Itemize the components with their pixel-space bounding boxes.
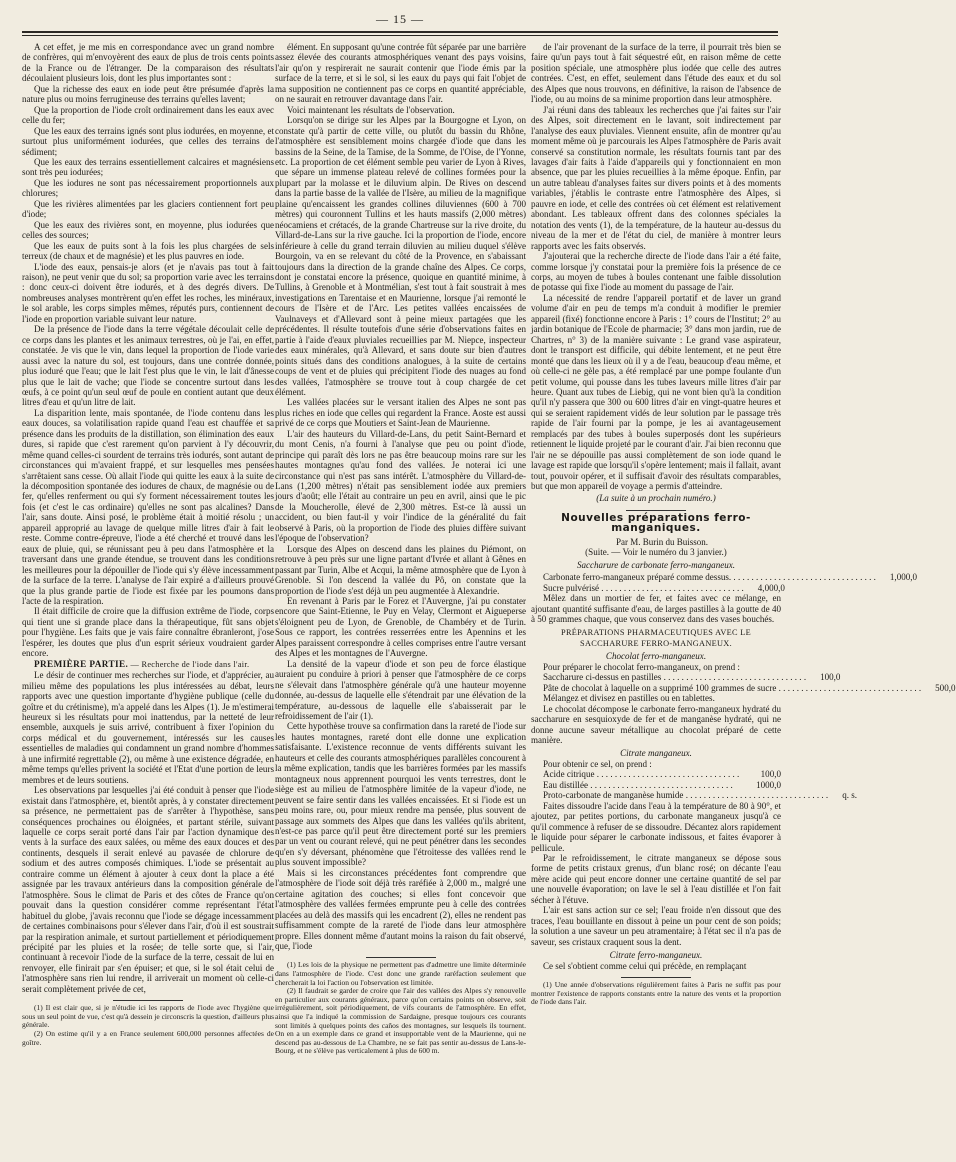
paragraph: Cette hypothèse trouve sa confirmation dans la rareté de l'iode sur les hautes montagnes, rareté dont elle donne une explication satisfaisante. L'existence reconnue de vents différents suivant les hauteurs et celle des courants atmosphériques parallèles concourent à la même explication, tandis que les barrières formées par les massifs montagneux nous apprennent pourquoi les vents terrestres, dont le siège est au milieu de l'atmosphère limitée de la vapeur d'iode, ne peuvent se faire sentir dans les vallées encaissées. Et si l'iode est un peu moins rare, ou, pour mieux rendre ma pensée, plus souvent de passage aux sommets des Alpes que dans les vallées qu'ils abritent, n'est-ce pas parce qu'il peut être directement porté sur les premiers par un vent ou courant relevé, qui ne peut pénétrer dans les secondes qu'en s'y déversant, phénomène que l'étroitesse des vallées rend le plus souvent impossible? <box>275 721 526 868</box>
recipe-quantity: 100,0 <box>820 672 841 683</box>
paragraph: Voici maintenant les résultats de l'observation. <box>287 104 455 115</box>
col3-footnotes <box>531 981 781 1007</box>
paragraph: J'ajouterai que la recherche directe de l'iode dans l'air a été faite, comme lorsque j'y constatai pour la première fois la présence de ce corps, au moyen de tubes à boules contenant une faible dissolution de potasse qui fixe l'iode au moment du passage de l'air. <box>531 251 781 293</box>
recipe-ingredient: Proto-carbonate de manganèse humide . . . <box>531 790 828 800</box>
footnote: (2) On estime qu'il y a en France seulement 600,000 personnes affectées de goître. <box>22 1029 274 1047</box>
recipe-quantity: 1,000,0 <box>889 572 918 583</box>
paragraph: L'iode des eaux, pensais-je alors (et je n'avais pas tout à fait raison), ne peut venir que du sol; sa proportion varie avec les terrains : donc ceux-ci doivent être iodurés, et à des degrés divers. De nombreuses analyses montrèrent qu'en effet les roches, les minéraux, le sol arable, les corps simples mêmes, réputés purs, contiennent de l'iode en proportion variable suivant leur nature. <box>22 261 274 324</box>
paragraph: Que les iodures ne sont pas nécessairement proportionnels aux chlorures; <box>22 177 274 199</box>
section-title: — Recherche de l'iode dans l'air. <box>130 659 250 669</box>
recipe-title-saccharure: Saccharure de carbonate ferro-manganeux. <box>576 559 736 570</box>
pharm-heading: PRÉPARATIONS PHARMACEUTIQUES AVEC LE SACCHARURE FERRO-MANGANEUX. <box>561 628 751 648</box>
article-header <box>531 510 781 534</box>
paragraph: Le désir de continuer mes recherches sur l'iode, et d'apprécier, au milieu même des populations les plus intéressées au débat, leurs rapports avec une question importante d'hygiène publique (celle du goître et du crétinisme), m'a appelé dans les Alpes (1). Je m'estimerai heureux si les résultats pour moi inattendus, par la netteté de leur ensemble, auxquels je suis arrivé, contribuent à fixer l'opinion du corps médical et du gouvernement, intéressés sur les causes essentielles de maladies qui condamnent un grand nombre d'hommes à une infirmité regrettable (2), ou même à une existence dégradée, en même temps qu'elles privent la société et l'Etat d'une portion de leurs membres et de leurs soutiens. <box>22 670 274 785</box>
recipe-ingredient: Pâte de chocolat à laquelle on a supprimé 100 grammes de sucre . . . <box>531 683 921 693</box>
paragraph: Lorsque des Alpes on descend dans les plaines du Piémont, on retrouve à peu près sur une ligne partant d'Ivrée et allant à Gênes en passant par Turin, Albe et Acqui, la même atmosphère que de Lyon à Grenoble. Si l'on descend la vallée du Pô, on constate que la proportion de l'iode s'est déjà un peu augmentée à Alexandrie. <box>275 543 526 596</box>
section-label: PREMIÈRE PARTIE. <box>34 658 129 669</box>
recipe-quantity: q. s. <box>842 790 858 801</box>
paragraph: Pour préparer le chocolat ferro-manganeux, on prend : <box>543 661 740 672</box>
paragraph: Pour obtenir ce sel, on prend : <box>543 758 652 769</box>
paragraph: Mélangez et divisez en pastilles ou en tablettes. <box>543 693 715 704</box>
col1-paragraphs <box>22 42 274 659</box>
recipe-row <box>531 682 956 693</box>
recipe-row <box>531 672 841 683</box>
paragraph: La nécessité de rendre l'appareil portatif et de laver un grand volume d'air en peu de temps m'a conduit à modifier le premier appareil (fixé) fonctionne encore à Paris : 1° cours de l'Institut; 2° au jardin botanique de l'Ecole de pharmacie; 3° dans mon jardin, rue de Chartres, n° 3) de la manière suivante : Le grand vase aspirateur, dont le transport est difficile, qui débite lentement, et ne peut être monté que dans les lieux où il y a de l'eau, beaucoup d'eau même, et où celle-ci ne gèle pas, a été remplacé par une pompe foulante d'un petit volume, qui pousse dans les tubes laveurs mille litres d'air par heure. Quant aux tubes de Liebig, qui ne vont bien qu'à la condition qu'il n'y passera que 300 ou 600 litres d'air en vingt-quatre heures et qui se seraient rapidement vidés de leur solution par le passage très rapide de l'air fourni par la pompe, je les ai avantageusement remplacés par des tubes à boules superposés dont les supérieurs retiennent le liquide projeté par le courant d'air. J'ai bien reconnu que l'air ne se dépouille pas aussi complètement de son iode quand le lavage est rapide que lorsqu'il s'opère lentement; mais il fallait, avant tout, pouvoir opérer, et il suffisait d'avoir des résultats comparables, but que mon appareil de voyage a permis d'atteindre. <box>531 292 781 492</box>
recipe-title-chocolat: Chocolat ferro-manganeux. <box>605 651 707 662</box>
recipe-title-citrate-ferro: Citrate ferro-manganeux. <box>609 950 703 961</box>
recipe-row <box>531 572 918 583</box>
paragraph: L'air des hauteurs du Villard-de-Lans, du petit Saint-Bernard et du mont Cenis, n'a fourni à l'analyse que peu ou point d'iode, principe qui paraît dès lors ne pas être beaucoup moins rare sur les hautes montagnes qu'au fond des vallées. Je noterai ici une circonstance qui n'est pas sans intérêt. L'atmosphère du Villard-de-Lans (1,200 mètres) n'était pas sensiblement iodée aux premiers jours d'août; elle l'était au contraire un peu en avril, ainsi que le pic de la Moucherolle, élevé de 2,300 mètres. Est-ce là aussi un accident, ou bien faut-il y voir l'indice de la généralité du fait observé à Paris, où la proportion de l'iode des pluies diffère suivant l'époque de l'observation? <box>275 428 526 544</box>
recipe-row <box>531 790 858 801</box>
recipe-quantity: 500,0 <box>935 682 956 693</box>
footnote: (1) Il est clair que, si je n'étudie ici les rapports de l'iode avec l'hygiène que sous un seul point de vue, c'est qu'à dessein je circonscris la question, d'ailleurs plus générale. <box>22 1003 274 1030</box>
footnote: (1) Les lois de la physique ne permettent pas d'admettre une limite déterminée dans l'atmosphère de l'iode. C'est donc une grande raréfaction seulement que chercherait la loi l'action ou l'observation est limitée. <box>275 960 526 987</box>
paragraph: Que les rivières alimentées par les glaciers contiennent fort peu d'iode; <box>22 198 274 220</box>
paragraph: Mêlez dans un mortier de fer, et faites avec ce mélange, en ajoutant quantité suffisante d'eau, de larges pastilles à la goutte de 40 à 50 grammes chaque, que vous conservez dans des vases bouchés. <box>531 593 781 625</box>
paragraph: Par le refroidissement, le citrate manganeux se dépose sous forme de petits cristaux grenus, d'un blanc rosé; on décante l'eau mère acide qui peut encore donner une certaine quantité de sel par une nouvelle évaporation; on lave le sel à l'eau distillée et l'on fait sécher à l'étuve. <box>531 852 781 905</box>
header-rule <box>22 31 778 33</box>
column-2 <box>275 42 526 1152</box>
paragraph: Ce sel s'obtient comme celui qui précède, en remplaçant <box>543 960 747 971</box>
paragraph: J'ai réuni dans des tableaux les recherches que j'ai faites sur l'air des Alpes, soit directement en le lavant, soit indirectement par l'analyse des eaux pluviales. Viennent ensuite, afin de montrer qu'au moment même où je parcourais les Alpes l'atmosphère de Paris avait conservé sa constitution normale, les résultats fournis tant par des lavages d'air faits à l'aide d'appareils qui y fonctionnaient en mon absence, que par les pluies recueillies à la même époque. Enfin, par un autre tableau d'analyses faites sur divers points et à des moments variables, j'établis le contraste entre l'atmosphère des Alpes, si pauvre en iode, et celle des contrées où cet élément est relativement abondant. Les tableaux offrent dans des colonnes spéciales la notation des vents (1), de la température, de la hauteur au-dessus du niveau de la mer et de l'état du ciel, de manière à montrer leurs rapports avec les faits observés. <box>531 104 781 251</box>
recipe-row <box>531 780 781 790</box>
col2-paragraphs <box>275 42 526 951</box>
footnote-rule <box>113 1000 183 1001</box>
paragraph: Lorsqu'on se dirige sur les Alpes par la Bourgogne et Lyon, on constate qu'à partir de cette ville, ou plutôt du bassin du Rhône, l'atmosphère est sensiblement moins chargée d'iode que dans les bassins de la Seine, de la Tamise, de la Somme, de l'Oise, de l'Yonne, etc. La proportion de cet élément semble peu varier de Lyon à Rives, que sépare un immense plateau relevé de collines formées pour la plupart par la molasse et le diluvium alpin. De Rives on descend dans la partie basse de la vallée de l'Isère, au milieu de la magnifique plaine qu'encaissent les grandes collines diluviennes (600 à 700 mètres) qui couronnent Tullins et les hauts massifs (2,000 mètres) néocamiens et crétacés, de la grande Chartreuse sur la rive droite, du Villard-de-Lans sur la rive gauche. Ici la proportion de l'iode, encore inférieure à celle du grand terrain diluvien au milieu duquel s'élève Bourgoin, va en se relevant du côté de la Provence, en s'abaissant toujours dans la direction de la grande chaîne des Alpes. Ce corps, dont je constatai encore la présence, quoique en quantité minime, à Tullins, à Grenoble et à Montmélian, s'est tout à fait soustrait à mes investigations en Tarentaise et en Maurienne, lorsque j'ai remonté le cours de l'Isère et de l'Arc. Les petites vallées encaissées de Vaulnaveys et d'Allevard sont à peine mieux partagées que les précédentes. Il résulte toutefois d'une série d'observations faites en partie à l'aide d'eaux pluviales recueillies par M. Niepce, inspecteur des eaux minérales, qu'à Allevard, et sans doute sur bien d'autres points situés dans des conditions analogues, à la suite de certains coups de vent et de pluies qui précipitent l'iode des nuages au fond des vallées, l'atmosphère se trouve tout à coup chargée de cet élément. <box>275 115 526 397</box>
recipe-1 <box>531 572 918 593</box>
paragraph: Que les eaux des terrains ignés sont plus iodurées, en moyenne, et surtout plus uniformément iodurées, que celles des terrains de sédiment; <box>22 125 274 157</box>
header-rule-thin <box>22 35 778 36</box>
paragraph: Les vallées placées sur le versant italien des Alpes ne sont pas plus riches en iode que celles qui regardent la France. Aoste est aussi privé de ce corps que Moutiers et Saint-Jean de Maurienne. <box>275 397 526 429</box>
paragraph: Que la proportion de l'iode croît ordinairement dans les eaux avec celle du fer; <box>22 104 274 126</box>
paragraph: Que les eaux des terrains essentiellement calcaires et magnésiens sont très peu iodurées; <box>22 156 274 178</box>
paragraph: A cet effet, je me mis en correspondance avec un grand nombre de confrères, qui m'envoyèrent des eaux de plus de trois cents points de la France ou de l'étranger. De la comparaison des résultats découlaient plusieurs lois, dont les plus importantes sont : <box>22 42 274 84</box>
paragraph: L'air est sans action sur ce sel; l'eau froide n'en dissout que des traces, l'eau bouillante en dissout à peine un pour cent de son poids; la solution a une saveur un peu atramentaire; à l'état sec il n'a pas de saveur, ses cristaux craquent sous la dent. <box>531 905 781 947</box>
paragraph: Que les eaux des rivières sont, en moyenne, plus iodurées que celles des sources; <box>22 219 274 241</box>
paragraph: La disparition lente, mais spontanée, de l'iode contenu dans les eaux douces, sa volatilisation rapide quand l'eau est chauffée et sa présence dans les produits de la distillation, son élimination des eaux dures, si rapide que c'est rarement qu'on parvient à l'y découvrir, même quand celles-ci sourdent de terrains très iodurés, sont autant de circonstances qui m'avaient frappé, et sur lesquelles mes pensées s'arrêtaient sans cesse. Où allait l'iode qui quitte les eaux à la suite de la décomposition spontanée des iodures de chaux, de magnésie ou de fer, qu'elles renferment ou qui s'y forment nécessairement toutes les fois (et c'est le cas ordinaire) qu'elles ne sont pas alcalines? Dans l'air, sans doute. Ainsi posé, le problème était à moitié résolu ; un appareil approprié au lavage de quelque mille litres d'air à fait le reste. Comme contre-épreuve, l'iode a été cherché et trouvé dans les eaux de pluie, qui, se réunissant peu à peu dans l'atmosphère et la traversant dans une grande étendue, se trouvent dans les conditions les meilleures pour la dépouiller de l'iode qui s'y élève incessamment de la surface de la terre. L'analyse de l'air expiré a d'ailleurs prouvé que la plus grande partie de l'iode est fixée par les poumons dans l'acte de la respiration. <box>22 407 274 607</box>
paragraph: Que la richesse des eaux en iode peut être présumée d'après la nature plus ou moins ferrugineuse des terrains qu'elles lavent; <box>22 83 274 105</box>
col1-paragraphs-2 <box>22 670 274 994</box>
paragraph: De la présence de l'iode dans la terre végétale découlait celle de ce corps dans les plantes et les animaux terrestres, où je l'ai, en effet, constatée. Je vis que le vin, dans lequel la proportion de l'iode varie aussi avec la nature du sol, est toujours, dans une contrée donnée, plus ioduré que l'eau; que le lait l'est plus que le vin, le lait d'ânesse plus que le lait de vache; que l'iode se concentre surtout dans les œufs, à ce point qu'un seul œuf de poule en contient autant que deux litres d'eau et qu'un litre de lait. <box>22 324 274 408</box>
article-continuation: (Suite. — Voir le numéro du 3 janvier.) <box>585 547 727 558</box>
paragraph: élément. En supposant qu'une contrée fût séparée par une barrière assez élevée des courants atmosphériques venant des pays voisins, l'air qu'on y respirerait ne saurait contenir que l'iode émis par la surface de la terre, et si le sol, si les eaux du pays qui fait l'objet de ma supposition ne contiennent pas ce corps en quantité appréciable, on ne saurait en retrouver davantage dans l'air. <box>275 42 526 105</box>
footnote-rule <box>621 977 691 978</box>
paragraph: La densité de la vapeur d'iode et son peu de force élastique auraient pu conduire à priori à penser que l'atmosphère de ce corps ne s'élevait dans l'atmosphère générale qu'à une hauteur moyenne donnée, au-dessus de laquelle elle s'étendrait par une élévation de la température, au-dessous de laquelle elle s'abaisserait par le refroidissement de l'air (1). <box>275 658 526 721</box>
col2-footnotes <box>275 961 526 1056</box>
section-heading <box>22 659 274 670</box>
column-3 <box>531 42 956 1152</box>
recipe-ingredient: Acide citrique . . . <box>531 769 747 779</box>
footnote: (2) Il faudrait se garder de croire que l'air des vallées des Alpes s'y renouvelle en particulier aux courants généraux, parce qu'on certains points on observe, soit irrégulièrement, soit périodiquement, de vifs courants de l'atmosphère. En effet, ainsi que l'a indiqué la commission de Sardaigne, presque toujours ces courants sont limités à quelques points des caños des montagnes, sur lesquels ils tournent. On en a un exemple dans ce grand et insupportable vent de la Maurienne, qui ne descend pas au-dessous de La Chambre, ne se fait pas sentir au-dessus de Lans-le-Bourg, et ne s'élève pas verticalement à plus de 600 m. <box>275 986 526 1056</box>
article-author: Par M. Burin du Buisson. <box>615 536 708 547</box>
recipe-3 <box>531 769 858 801</box>
column-1 <box>22 42 274 1152</box>
recipe-2 <box>531 672 956 693</box>
paragraph: Que les eaux de puits sont à la fois les plus chargées de sels terreux (de chaux et de magnésie) et les plus pauvres en iode. <box>22 240 274 262</box>
paragraph: En revenant à Paris par le Forez et l'Auvergne, j'ai pu constater encore que Saint-Etienne, le Puy en Velay, Clermont et Aigueperse s'éloignent peu de Lyon, de Grenoble, de Chambéry et de Turin. Sous ce rapport, les contrées resserrées entre les Apennins et les Alpes paraissent correspondre à celles comprises entre l'autre versant des Alpes et les montagnes de l'Auvergne. <box>275 596 526 659</box>
col1-footnotes <box>22 1004 274 1047</box>
recipe-ingredient: Saccharure ci-dessus en pastilles . . . <box>531 672 806 682</box>
recipe-quantity: 4,000,0 <box>757 582 785 593</box>
article-divider <box>626 510 686 511</box>
to-be-continued: (La suite à un prochain numéro.) <box>596 493 716 504</box>
col3-paragraphs <box>531 42 781 491</box>
recipe-quantity: 100,0 <box>760 769 781 780</box>
paragraph: de l'air provenant de la surface de la terre, il pourrait très bien se faire qu'un pays tout à fait séquestré eût, en raison même de cette position spéciale, une atmosphère plus iodée que celle des autres contrées. C'est, en effet, seulement dans l'étude des eaux et du sol des Alpes que nous trouvons, en définitive, la raison de l'absence de l'iode, ou au moins de sa minime proportion dans leur atmosphère. <box>531 42 781 105</box>
footnote-rule <box>366 957 436 958</box>
recipe-row <box>531 582 785 593</box>
recipe-ingredient: Sucre pulvérisé . . . <box>531 583 744 593</box>
paragraph: Il était difficile de croire que la diffusion extrême de l'iode, corps qui tient une si grande place dans la thérapeutique, fût sans objet pour l'hygiène. Les faits que je vais faire connaître ébranleront, j'ose l'espérer, les doutes que plus d'un esprit sérieux voudraient garder encore. <box>22 606 274 659</box>
recipe-ingredient: Eau distillée . . . <box>531 780 742 790</box>
page-number: — 15 — <box>376 12 424 26</box>
recipe-row <box>531 769 781 779</box>
paragraph: Le chocolat décompose le carbonate ferro-manganeux hydraté du saccharure en sesquioxyde de fer et de manganèse hydraté, qui ne donne aucune saveur métallique au chocolat préparé de cette manière. <box>531 703 781 745</box>
recipe-title-citrate: Citrate manganeux. <box>620 748 692 759</box>
recipe-ingredient: Carbonate ferro-manganeux préparé comme dessus. . . . <box>531 572 876 582</box>
footnote: (1) Une année d'observations régulièrement faites à Paris ne suffit pas pour montrer l'existence de rapports constants entre la nature des vents et la proportion de l'iode dans l'air. <box>531 979 781 1007</box>
paragraph: Mais si les circonstances précédentes font comprendre que l'atmosphère de l'iode soit déjà très raréfiée à 2,000 m., malgré une certaine agitation des couches; si elles font concevoir que l'atmosphère des vallées fermées emprunte peu à celle des contrées placées au delà des massifs qui les encadrent (2), elles ne rendent pas suffisamment compte de la rareté de l'iode dans leur atmosphère propre. Elles donnent même d'autant moins la raison du fait observé, que, l'iode <box>275 867 526 951</box>
paragraph: Les observations par lesquelles j'ai été conduit à penser que l'iode existait dans l'atmosphère, et, bientôt après, à y constater directement sa présence, ne permettaient pas de s'arrêter à l'hypothèse, sans conséquences prochaines ou éloignées, et partant stérile, suivant laquelle ce corps serait porté dans l'air par l'action dynamique des vents à la surface des eaux salées, ou même des eaux douces et des continents, desquels il serait enlevé au pavasée de chlorure de sodium et des autres composés chimiques. L'iode se présentait au contraire comme un élément à ajouter à ceux dont la place a été assignée par les travaux antérieurs dans la composition générale de l'atmosphère. Sous le climat de Paris et des côtes de France qu'on pouvait dans la question considérer comme représentant l'état habituel du globe, j'avais reconnu que l'iode se dégage incessamment de certaines combinaisons pour s'élever dans l'air, d'où il est soustrait par la respiration animale, et surtout partiellement et périodiquement précipité par les pluies et la rosée; de telle sorte que, si l'air, continuant à recevoir l'iode de la surface de la terre, cessait de lui en renvoyer, elle finirait par s'en épuiser; et que, si le sol était celui de l'atmosphère sans rien lui rendre, il arriverait un moment où celle-ci serait complètement privée de cet, <box>22 785 274 994</box>
article-title: Nouvelles préparations ferro-manganiques. <box>561 511 751 535</box>
paragraph: Faites dissoudre l'acide dans l'eau à la température de 80 à 90°, et ajoutez, par petites portions, du carbonate manganeux jusqu'à ce qu'il commence à refuser de se dissoudre. Décantez alors rapidement le liquide pour séparer le carbonate indissous, et faites évaporer à pellicule. <box>531 800 781 853</box>
recipe-quantity: 1000,0 <box>756 779 781 790</box>
